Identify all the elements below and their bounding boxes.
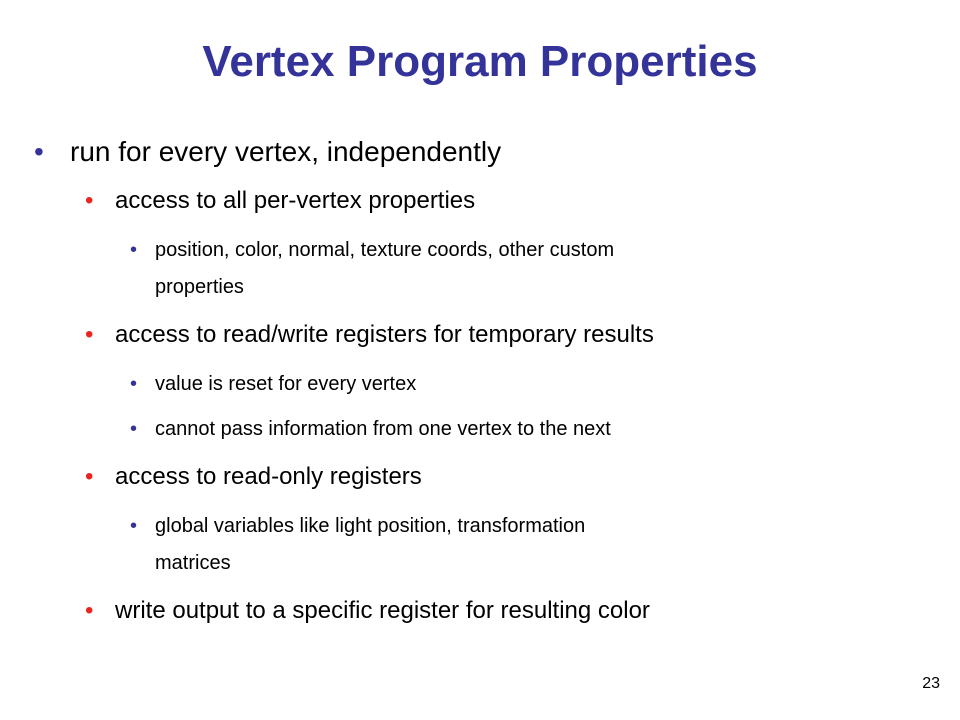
bullet-marker-icon: • — [85, 463, 94, 490]
bullet-marker-icon: • — [85, 597, 94, 624]
bullet-level3 — [130, 414, 910, 444]
bullet-marker-icon: • — [130, 515, 138, 537]
bullet-level2 — [85, 186, 905, 216]
bullet-text: run for every vertex, independently — [70, 136, 502, 167]
bullet-continuation — [130, 548, 910, 578]
bullet-marker-icon: • — [34, 136, 44, 167]
bullet-text: write output to a specific register for resulting color — [115, 597, 650, 624]
slide-title: Vertex Program Properties — [202, 37, 758, 86]
bullet-text: global variables like light position, transformation — [155, 515, 586, 537]
bullet-text: access to read-only registers — [115, 463, 422, 490]
bullet-text: access to all per-vertex properties — [115, 187, 476, 214]
bullet-level2 — [85, 320, 905, 350]
bullet-continuation — [130, 272, 910, 302]
bullet-level3 — [130, 235, 910, 265]
bullet-text: cannot pass information from one vertex to the next — [155, 418, 611, 440]
bullet-level2 — [85, 462, 905, 492]
bullet-marker-icon: • — [130, 418, 138, 440]
bullet-text: value is reset for every vertex — [155, 373, 417, 395]
bullet-level3 — [130, 369, 910, 399]
bullet-marker-icon: • — [85, 187, 94, 214]
bullet-marker-icon: • — [130, 373, 138, 395]
bullet-level1 — [34, 135, 914, 169]
bullet-text: matrices — [155, 552, 231, 574]
bullet-level2 — [85, 596, 905, 626]
bullet-text: position, color, normal, texture coords, other custom — [155, 239, 615, 261]
bullet-text: access to read/write registers for temporary results — [115, 321, 654, 348]
page-number: 23 — [922, 675, 940, 692]
bullet-marker-icon: • — [130, 239, 138, 261]
bullet-level3 — [130, 511, 910, 541]
bullet-marker-icon: • — [85, 321, 94, 348]
bullet-text: properties — [155, 276, 244, 298]
